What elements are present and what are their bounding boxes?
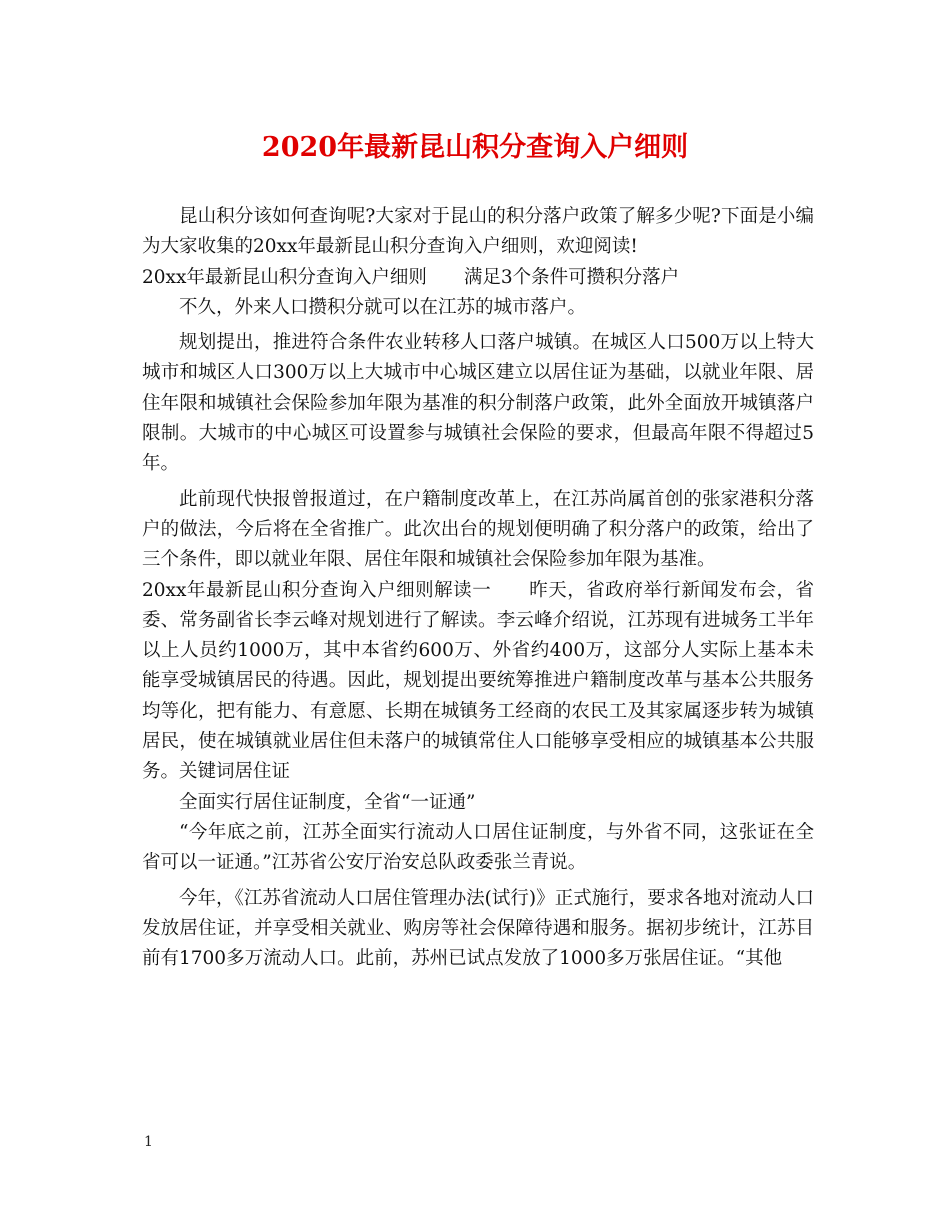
paragraph-quote: “今年底之前，江苏全面实行流动人口居住证制度，与外省不同，这张证在全省可以一证通。”江苏省公安厅治安总队政委张兰青说。 bbox=[142, 821, 814, 874]
paragraph-report: 此前现代快报曾报道过，在户籍制度改革上，在江苏尚属首创的张家港积分落户的做法，今后将在全省推广。此次出台的规划便明确了积分落户的政策，给出了三个条件，即以就业年限、居住年限和城镇社会保险参加年限为基准。 bbox=[142, 488, 814, 571]
paragraph-residence-permit-heading: 全面实行居住证制度，全省“一证通” bbox=[179, 791, 476, 813]
paragraph-plan: 规划提出，推进符合条件农业转移人口落户城镇。在城区人口500万以上特大城市和城区人口300万以上大城市中心城区建立以居住证为基础，以就业年限、居住年限和城镇社会保险参加年限为基准的积分制落户政策，此外全面放开城镇落户限制。大城市的中心城区可设置参与城镇社会保险的要求，但最高年限不得超过5年。 bbox=[142, 332, 814, 475]
paragraph-interpretation: 20xx年最新昆山积分查询入户细则解读一 昨天，省政府举行新闻发布会，省委、常务副省长李云峰对规划进行了解读。李云峰介绍说，江苏现有进城务工半年以上人员约1000万，其中本省约600万、外省约400万，这部分人实际上基本未能享受城镇居民的待遇。因此，规划提出要统筹推进户籍制度改革与基本公共服务均等化，把有能力、有意愿、长期在城镇务工经商的农民工及其家属逐步转为城镇居民，使在城镇就业居住但未落户的城镇常住人口能够享受相应的城镇基本公共服务。关键词居住证 bbox=[142, 579, 814, 783]
paragraph-subheading-conditions: 20xx年最新昆山积分查询入户细则 满足3个条件可攒积分落户 bbox=[142, 266, 680, 288]
document-title: 2020年最新昆山积分查询入户细则 bbox=[261, 132, 689, 163]
document-body bbox=[142, 202, 814, 974]
paragraph-settlement: 不久，外来人口攒积分就可以在江苏的城市落户。 bbox=[179, 296, 587, 318]
paragraph-intro: 昆山积分该如何查询呢?大家对于昆山的积分落户政策了解多少呢?下面是小编为大家收集的20xx年最新昆山积分查询入户细则，欢迎阅读! bbox=[142, 206, 814, 258]
paragraph-regulation: 今年，《江苏省流动人口居住管理办法(试行)》正式施行，要求各地对流动人口发放居住证，并享受相关就业、购房等社会保障待遇和服务。据初步统计，江苏目前有1700多万流动人口。此前，苏州已试点发放了1000多万张居住证。“其他 bbox=[142, 887, 814, 970]
page-number: 1 bbox=[144, 1134, 153, 1150]
